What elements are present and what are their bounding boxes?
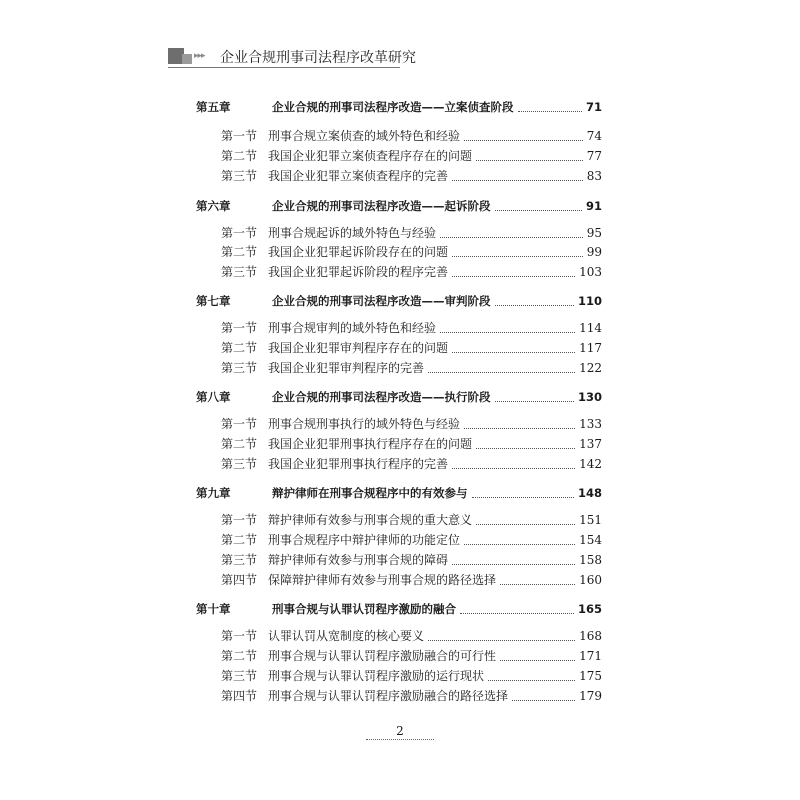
section-title: 我国企业犯罪审判程序存在的问题 <box>268 341 449 355</box>
section-number: 第二节 <box>221 341 258 355</box>
leader-dots <box>464 139 583 141</box>
section-title: 认罪认罚从宽制度的核心要义 <box>268 629 425 643</box>
leader-dots <box>428 639 575 641</box>
toc-section-row <box>0 318 800 338</box>
page-ref: 151 <box>579 513 602 527</box>
section-number: 第三节 <box>221 669 258 683</box>
leader-dots <box>440 236 583 238</box>
page-ref: 122 <box>579 361 602 375</box>
section-number: 第三节 <box>221 265 258 279</box>
chapter-number: 第七章 <box>196 294 231 308</box>
section-number: 第三节 <box>221 169 258 183</box>
section-title: 我国企业犯罪刑事执行程序的完善 <box>268 457 449 471</box>
section-number: 第三节 <box>221 361 258 375</box>
section-number: 第三节 <box>221 553 258 567</box>
page-ref: 171 <box>579 649 602 663</box>
toc-section-row <box>0 666 800 686</box>
page-ref: 168 <box>579 629 602 643</box>
leader-dots <box>500 583 575 585</box>
leader-dots <box>440 331 575 333</box>
leader-dots <box>488 679 575 681</box>
chapter-title: 企业合规的刑事司法程序改造——审判阶段 <box>272 294 491 308</box>
leader-dots <box>500 659 575 661</box>
toc-section-row <box>0 126 800 146</box>
toc-section-row <box>0 223 800 243</box>
section-number: 第一节 <box>221 513 258 527</box>
chapter-number: 第六章 <box>196 199 231 213</box>
toc-section-row <box>0 454 800 474</box>
leader-dots <box>428 371 575 373</box>
section-number: 第二节 <box>221 245 258 259</box>
page-ref: 77 <box>586 149 602 163</box>
toc-section-row <box>0 510 800 530</box>
section-title: 刑事合规与认罪认罚程序激励的运行现状 <box>268 669 485 683</box>
toc-section-row <box>0 626 800 646</box>
header-decor-square-light <box>182 54 192 64</box>
leader-dots <box>452 467 575 469</box>
page-ref: 71 <box>585 100 602 114</box>
page-ref: 110 <box>577 294 602 308</box>
leader-dots <box>495 209 582 211</box>
page-ref: 154 <box>579 533 602 547</box>
chapter-number: 第五章 <box>196 100 231 114</box>
chapter-title: 企业合规的刑事司法程序改造——立案侦查阶段 <box>272 100 514 114</box>
section-number: 第一节 <box>221 129 258 143</box>
leader-dots <box>495 304 574 306</box>
page-ref: 117 <box>579 341 602 355</box>
page-ref: 142 <box>579 457 602 471</box>
toc-section-row <box>0 414 800 434</box>
page-ref: 133 <box>579 417 602 431</box>
section-number: 第一节 <box>221 629 258 643</box>
book-title: 企业合规刑事司法程序改革研究 <box>220 50 416 66</box>
chapter-title: 刑事合规与认罪认罚程序激励的融合 <box>272 602 456 616</box>
leader-dots <box>452 275 575 277</box>
section-number: 第二节 <box>221 533 258 547</box>
page-ref: 158 <box>579 553 602 567</box>
toc-section-row <box>0 530 800 550</box>
toc-chapter-row <box>0 387 800 407</box>
leader-dots <box>452 351 575 353</box>
section-title: 我国企业犯罪起诉阶段的程序完善 <box>268 265 449 279</box>
chapter-title: 企业合规的刑事司法程序改造——起诉阶段 <box>272 199 491 213</box>
toc-section-row <box>0 166 800 186</box>
leader-dots <box>495 400 574 402</box>
page-number: 2 <box>396 724 404 738</box>
section-title: 辩护律师有效参与刑事合规的障碍 <box>268 553 449 567</box>
section-number: 第一节 <box>221 417 258 431</box>
toc-section-row <box>0 646 800 666</box>
page-ref: 148 <box>577 486 602 500</box>
chapter-title: 企业合规的刑事司法程序改造——执行阶段 <box>272 390 491 404</box>
toc-chapter-row <box>0 291 800 311</box>
page-ref: 114 <box>579 321 602 335</box>
leader-dots <box>518 110 582 112</box>
leader-dots <box>464 543 575 545</box>
toc-section-row <box>0 242 800 262</box>
section-title: 刑事合规审判的域外特色和经验 <box>268 321 437 335</box>
toc-chapter-row <box>0 97 800 117</box>
leader-dots <box>464 427 575 429</box>
leader-dots <box>460 612 574 614</box>
leader-dots <box>452 563 575 565</box>
toc-chapter-row <box>0 196 800 216</box>
section-number: 第三节 <box>221 457 258 471</box>
section-title: 辩护律师有效参与刑事合规的重大意义 <box>268 513 473 527</box>
leader-dots <box>476 447 575 449</box>
toc-section-row <box>0 262 800 282</box>
page-ref: 99 <box>586 245 602 259</box>
leader-dots <box>476 159 583 161</box>
page-ref: 137 <box>579 437 602 451</box>
footer-dotted-rule <box>366 739 434 740</box>
section-number: 第二节 <box>221 149 258 163</box>
leader-dots <box>452 179 583 181</box>
toc-section-row <box>0 550 800 570</box>
running-header <box>168 40 416 72</box>
chapter-number: 第十章 <box>196 602 231 616</box>
page-ref: 103 <box>579 265 602 279</box>
page-ref: 83 <box>586 169 602 183</box>
page-ref: 179 <box>579 689 602 703</box>
leader-dots <box>452 255 583 257</box>
section-title: 刑事合规立案侦查的域外特色和经验 <box>268 129 461 143</box>
chapter-title: 辩护律师在刑事合规程序中的有效参与 <box>272 486 468 500</box>
chapter-number: 第八章 <box>196 390 231 404</box>
page-ref: 165 <box>577 602 602 616</box>
toc-chapter-row <box>0 483 800 503</box>
section-title: 保障辩护律师有效参与刑事合规的路径选择 <box>268 573 497 587</box>
section-title: 我国企业犯罪立案侦查程序的完善 <box>268 169 449 183</box>
page-ref: 91 <box>585 199 602 213</box>
section-title: 刑事合规起诉的域外特色与经验 <box>268 226 437 240</box>
section-title: 刑事合规程序中辩护律师的功能定位 <box>268 533 461 547</box>
section-number: 第四节 <box>221 689 258 703</box>
toc-section-row <box>0 146 800 166</box>
section-title: 刑事合规与认罪认罚程序激励融合的路径选择 <box>268 689 509 703</box>
toc-section-row <box>0 338 800 358</box>
page-ref: 175 <box>579 669 602 683</box>
section-number: 第二节 <box>221 437 258 451</box>
leader-dots <box>476 523 575 525</box>
section-title: 刑事合规与认罪认罚程序激励融合的可行性 <box>268 649 497 663</box>
page-ref: 95 <box>586 226 602 240</box>
section-title: 我国企业犯罪刑事执行程序存在的问题 <box>268 437 473 451</box>
section-number: 第二节 <box>221 649 258 663</box>
section-title: 我国企业犯罪立案侦查程序存在的问题 <box>268 149 473 163</box>
header-rule <box>168 67 400 68</box>
section-number: 第四节 <box>221 573 258 587</box>
chapter-number: 第九章 <box>196 486 231 500</box>
section-title: 我国企业犯罪审判程序的完善 <box>268 361 425 375</box>
section-number: 第一节 <box>221 321 258 335</box>
section-title: 我国企业犯罪起诉阶段存在的问题 <box>268 245 449 259</box>
toc-section-row <box>0 570 800 590</box>
toc-section-row <box>0 434 800 454</box>
page-ref: 130 <box>577 390 602 404</box>
section-title: 刑事合规刑事执行的域外特色与经验 <box>268 417 461 431</box>
page-ref: 74 <box>586 129 602 143</box>
leader-dots <box>472 496 574 498</box>
toc-chapter-row <box>0 599 800 619</box>
page-ref: 160 <box>579 573 602 587</box>
toc-section-row <box>0 358 800 378</box>
toc-section-row <box>0 686 800 706</box>
leader-dots <box>512 699 575 701</box>
header-arrows-icon: ▸▸▸ <box>194 51 205 61</box>
section-number: 第一节 <box>221 226 258 240</box>
